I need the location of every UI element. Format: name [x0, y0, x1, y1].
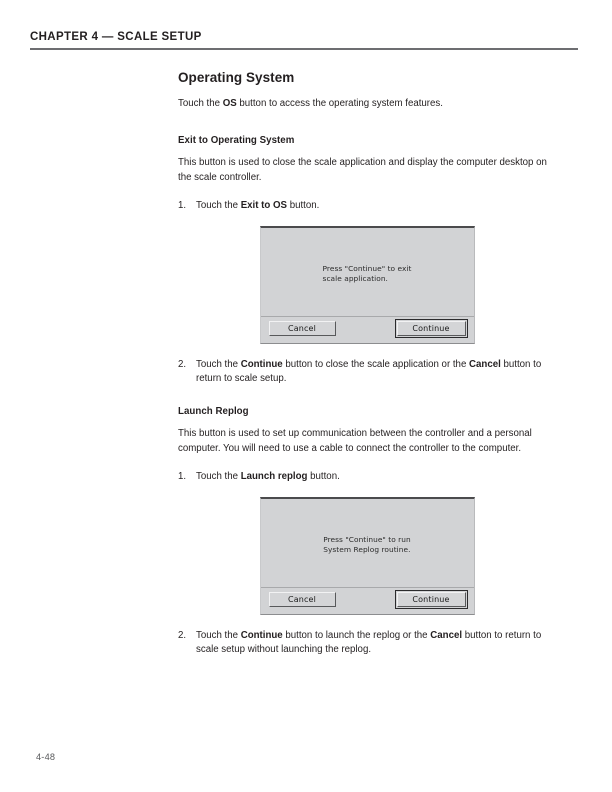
- intro-paragraph: [178, 97, 556, 111]
- exit-step-2-part2: button to close the scale application or the: [282, 358, 470, 370]
- replog-dialog-message-inner: [323, 535, 411, 556]
- replog-step-1: [178, 470, 556, 484]
- exit-step-1-text: [196, 199, 556, 213]
- exit-step-1-after: button.: [287, 200, 320, 212]
- exit-section-description: This button is used to close the scale application and display the computer desktop on the scale controller.: [178, 157, 547, 183]
- replog-step-2-bold1: Continue: [240, 629, 283, 641]
- replog-dialog: [260, 497, 475, 615]
- spacer: [178, 125, 556, 135]
- exit-step-1-before: Touch the: [196, 200, 241, 212]
- exit-dialog-message-line1: Press "Continue" to exit: [322, 263, 412, 273]
- replog-step-1-before: Touch the: [196, 471, 241, 483]
- exit-step-2: [178, 358, 556, 387]
- intro-text-bold: OS: [222, 98, 237, 109]
- exit-step-1-bold: Exit to OS: [240, 200, 287, 212]
- spacer: [178, 392, 556, 406]
- replog-dialog-button-bar: [261, 587, 474, 614]
- header-rule: [30, 48, 578, 50]
- exit-dialog-message-line2: scale application.: [322, 274, 388, 284]
- exit-dialog-continue-button[interactable]: Continue: [397, 321, 466, 336]
- replog-dialog-message-line1: Press "Continue" to run: [323, 534, 411, 544]
- replog-dialog-continue-button-focus-ring: [395, 590, 468, 609]
- intro-text-before: Touch the: [178, 98, 223, 109]
- replog-dialog-cancel-button[interactable]: Cancel: [269, 592, 336, 607]
- exit-step-2-bold1: Continue: [240, 358, 283, 370]
- replog-dialog-message: [261, 535, 474, 556]
- replog-dialog-figure: [178, 497, 556, 615]
- page-footer: 4-48: [36, 752, 56, 762]
- exit-dialog-message-inner: [323, 264, 412, 285]
- exit-dialog-figure: [178, 226, 556, 344]
- exit-step-2-number: 2.: [178, 358, 187, 370]
- replog-step-1-bold: Launch replog: [240, 471, 308, 483]
- replog-step-2-part3: button to return to scale setup without launching the replog.: [196, 629, 542, 656]
- replog-dialog-message-line2: System Replog routine.: [323, 545, 411, 555]
- page-title: Operating System: [178, 70, 295, 85]
- replog-section-description: This button is used to set up communication between the controller and a personal computer. You will need to use a cable to connect the controller to the computer.: [178, 428, 532, 454]
- exit-dialog-message: [261, 264, 474, 285]
- intro-text-after: button to access the operating system features.: [236, 98, 443, 109]
- exit-dialog-continue-button-focus-ring: [395, 319, 468, 338]
- replog-step-2-text: [196, 629, 556, 658]
- page-header: [30, 30, 578, 50]
- exit-dialog-button-bar: [261, 316, 474, 343]
- replog-step-2-number: 2.: [178, 629, 187, 641]
- replog-step-1-number: 1.: [178, 471, 187, 483]
- replog-step-2: [178, 629, 556, 658]
- exit-dialog-cancel-button[interactable]: Cancel: [269, 321, 336, 336]
- replog-step-2-bold2: Cancel: [430, 629, 463, 641]
- chapter-title: CHAPTER 4 — SCALE SETUP: [30, 31, 202, 43]
- exit-dialog: [260, 226, 475, 344]
- replog-dialog-continue-button[interactable]: Continue: [397, 592, 466, 607]
- replog-section-heading: Launch Replog: [178, 406, 249, 418]
- exit-step-2-part1: Touch the: [196, 358, 241, 370]
- exit-step-1: [178, 199, 556, 213]
- exit-step-2-text: [196, 358, 556, 387]
- content-column: [178, 70, 556, 663]
- exit-section-heading: Exit to Operating System: [178, 135, 295, 147]
- exit-step-2-bold2: Cancel: [469, 358, 501, 370]
- replog-step-1-after: button.: [307, 471, 340, 483]
- exit-step-2-part3: button to return to scale setup.: [196, 358, 542, 385]
- replog-step-2-part2: button to launch the replog or the: [282, 629, 431, 641]
- exit-step-1-number: 1.: [178, 200, 187, 212]
- replog-step-2-part1: Touch the: [196, 629, 241, 641]
- replog-step-1-text: [196, 470, 556, 484]
